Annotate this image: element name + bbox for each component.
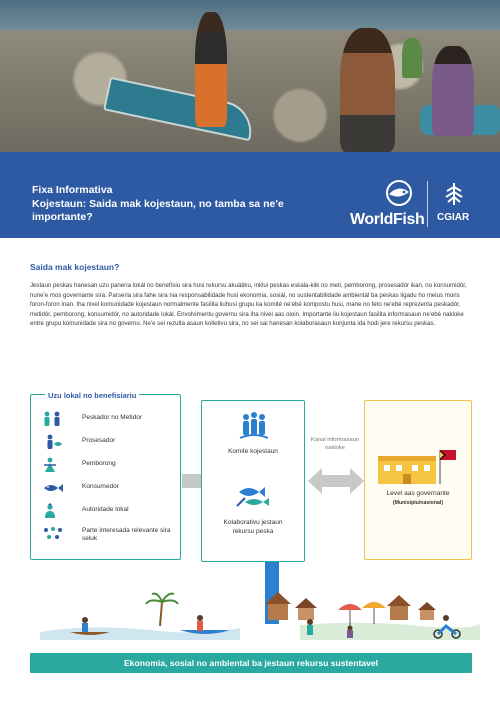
section-heading: Saida mak kojestaun? [30, 262, 120, 272]
stakeholder-label: Peskador no Metidor [82, 414, 142, 421]
collaboration-fish-icon [235, 482, 273, 510]
stakeholder-item [42, 480, 177, 496]
stakeholders-icon [42, 526, 64, 542]
fishers-icon [42, 411, 64, 427]
stakeholder-label: Parte interesada relevante sira seluk [82, 527, 171, 542]
trader-icon [42, 457, 64, 473]
stakeholder-item [42, 503, 177, 519]
arrow-committee-government [308, 468, 364, 494]
doc-type: Fixa Informativa [32, 184, 113, 196]
section-body: Jestaun peskas hanesan uzu paneria lokál no benefísiu sira husi rekursu akuátiku, inklui peskas eskala-kiik no meti, pemborong, prosesadór ikan, no konsumidór, nune'e mos governante sira. Parseria sira fahe sira nia responsabilidade husi ekonomia, sosiál, no sustentabilidade ambientál ba peskas ligadu ho meius moris foron-foron inan. Iha nivel komunidade kojestaun normalmente fasilita liuhusi grupu ka komité ne'ebé kompostu husi, mane no feto ne'ebé reprezenta peskadór, metidór, pemborong, konsumidór, no autoridade lokál. Envolvimentu governu sira iha nivel aas oioin. Importante liu kojestaun fasilita informasaun ne'ebé nakloke entre grupu komunidade sira no governu. Ne'e sei rezulta asaun kolletivu sira, no sei sai hanesan kolaborasaun konjunta ida hodi jere rekursu peskas. [30, 282, 467, 328]
committee-group-icon [238, 410, 270, 442]
community-scene-illustration [0, 580, 500, 645]
stakeholder-item [42, 457, 177, 473]
cgiar-wordmark: CGIAR [437, 212, 470, 223]
local-authority-icon [42, 503, 64, 519]
stakeholder-label: Prosesador [82, 437, 116, 444]
page-title: Kojestaun: Saida mak kojestaun, no tamba sa ne'e importante? [32, 197, 284, 223]
processor-icon [42, 434, 64, 450]
stakeholder-item [42, 411, 177, 427]
government-building-icon [376, 448, 460, 486]
fish-consumer-icon [42, 480, 64, 496]
government-label: Level aas governante [386, 490, 450, 497]
stakeholders-title: Uzu lokal no benefisiariu [45, 391, 139, 400]
stakeholder-label: Konsumedor [82, 483, 119, 490]
worldfish-wordmark: WorldFish [350, 211, 425, 228]
government-sublabel: (Munisipiu/nasional) [392, 500, 444, 506]
collaboration-label: Kolaborativu jestaun rekursu peska [223, 519, 283, 535]
stakeholder-item [42, 434, 177, 450]
stakeholder-label: Pemborong [82, 460, 116, 467]
committee-label: Komite kojestaun [228, 448, 278, 455]
stakeholder-label: Autoridade lokal [82, 506, 129, 513]
channel-label: Kanal informasaun nakloke [310, 437, 360, 451]
footer-text: Ekonomia, sosial no ambiental ba jestaun rekursu sustentavel [123, 658, 379, 668]
stakeholder-item [42, 526, 177, 548]
